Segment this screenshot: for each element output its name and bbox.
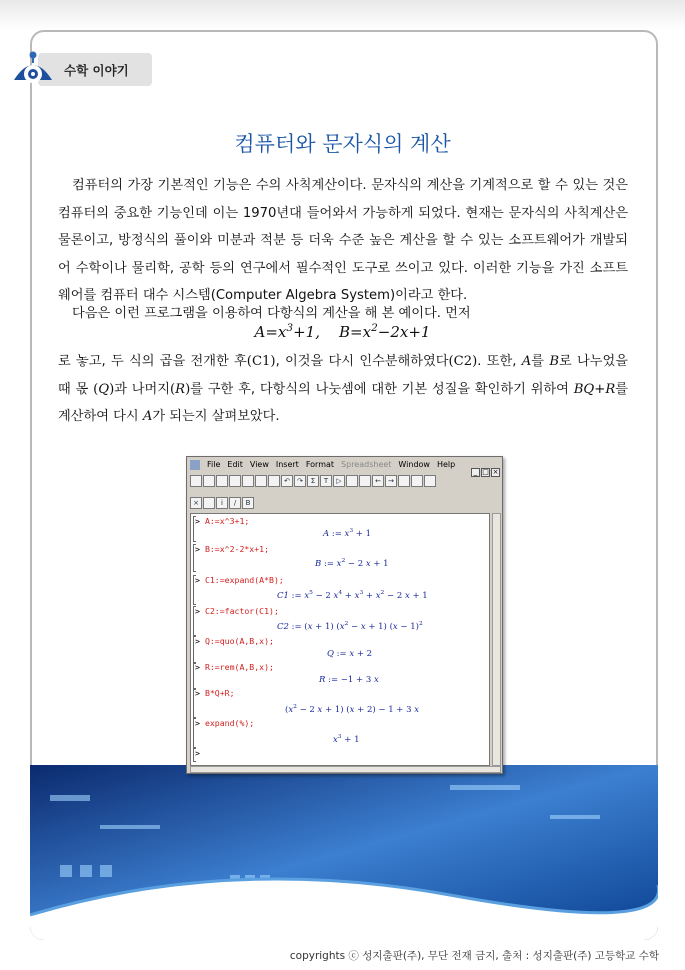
command-line[interactable]: > B*Q+R; — [195, 688, 235, 698]
paragraph-description: 로 놓고, 두 식의 곱을 전개한 후(C1), 이것을 다시 인수분해하였다(C2). 또한, A를 B로 나누었을 때 몫 (Q)과 나머지(R)를 구한 후, 다항식의 나눗셈에 대한 기본 성질을 확인하기 위하여 BQ+R를 계산하여 다시 A가 되는지 살펴보았다. — [58, 354, 628, 424]
command-line[interactable]: > A:=x^3+1; — [195, 516, 250, 526]
menu-spreadsheet[interactable]: Spreadsheet — [341, 460, 392, 469]
menu-view[interactable]: View — [249, 460, 269, 469]
undo-icon[interactable]: ↶ — [281, 475, 293, 487]
circuit-board-image — [30, 765, 658, 940]
menu-bar — [187, 457, 502, 473]
output-R: R := −1 + 3 x — [319, 675, 379, 685]
copy-icon[interactable] — [255, 475, 267, 487]
output-BQR: ($x^2 - 2$ x + 1) (x + 2) − 1 + 3 x — [285, 703, 420, 715]
cut-icon[interactable] — [242, 475, 254, 487]
group-icon[interactable] — [346, 475, 358, 487]
command-line[interactable]: > B:=x^2-2*x+1; — [195, 544, 270, 554]
output-expand: $x^3 + 1$ — [333, 733, 360, 745]
output-B: B := $x^2 - 2$ x + 1 — [315, 557, 389, 569]
menu-format[interactable]: Format — [305, 460, 335, 469]
mascot-icon — [12, 46, 54, 88]
command-line[interactable]: > R:=rem(A,B,x); — [195, 662, 274, 672]
paragraph-example: 다음은 이런 프로그램을 이용하여 다항식의 계산을 해 본 예이다. 먼저 — [72, 306, 471, 321]
menu-insert[interactable]: Insert — [275, 460, 299, 469]
worksheet[interactable] — [190, 513, 490, 766]
menu-edit[interactable]: Edit — [227, 460, 243, 469]
command-line[interactable]: > C2:=factor(C1); — [195, 606, 279, 616]
command-line[interactable]: > — [195, 748, 200, 758]
toolbar-context — [190, 497, 255, 511]
vertical-scrollbar[interactable] — [492, 513, 501, 766]
format-icon[interactable]: / — [229, 497, 241, 509]
minimize-button[interactable]: _ — [471, 468, 480, 477]
horizontal-scrollbar[interactable] — [190, 766, 501, 773]
output-A: A := $x^3 + 1$ — [323, 527, 372, 539]
settings-icon[interactable] — [203, 497, 215, 509]
top-gradient — [0, 0, 685, 30]
stop-icon[interactable] — [398, 475, 410, 487]
italic-icon[interactable]: i — [216, 497, 228, 509]
page-title: 컴퓨터와 문자식의 계산 — [234, 132, 451, 156]
paragraph-intro: 컴퓨터의 가장 기본적인 기능은 수의 사칙계산이다. 문자식의 계산을 기계적으로 할 수 있는 것은 컴퓨터의 중요한 기능인데 이는 1970년대 들어와서 가능하게 되었다. 현재는 문자식의 사칙계산은 물론이고, 방정식의 풀이와 미분과 적분 등 더욱 수준 높은 계산을 할 수 있는 소프트웨어가 개발되어 수학이나 물리학, 공학 등의 연구에서 필수적인 도구로 쓰이고 있다. 이러한 기능을 가진 소프트웨어를 컴퓨터 대수 시스템(Computer Algebra System)이라고 한다. — [58, 178, 628, 303]
text-icon[interactable]: T — [320, 475, 332, 487]
formula-AB: $A=x^3+1$, $B=x^2-2x+1$ — [254, 322, 431, 341]
section-label: 수학 이야기 — [64, 63, 129, 78]
maximize-button[interactable]: □ — [482, 468, 489, 476]
command-line[interactable]: > expand(%); — [195, 718, 255, 728]
print-icon[interactable] — [229, 475, 241, 487]
copyright-footer: copyrights ⓒ 성지출판(주), 무단 전재 금지, 출처 : 성지출판(주) 고등학교 수학 — [289, 950, 659, 962]
zoom-out-icon[interactable] — [424, 475, 436, 487]
app-icon — [190, 460, 200, 470]
execute-icon[interactable]: × — [190, 497, 202, 509]
output-C2: C2 := (x + 1) $(x^2 - x + 1) (x - 1)^2$ — [277, 620, 423, 632]
command-line[interactable]: > C1:=expand(A*B); — [195, 575, 284, 585]
menu-file[interactable]: File — [207, 460, 221, 469]
back-icon[interactable]: ← — [372, 475, 384, 487]
sigma-icon[interactable]: Σ — [307, 475, 319, 487]
maple-window — [186, 456, 503, 774]
new-icon[interactable] — [190, 475, 202, 487]
menu-help[interactable]: Help — [436, 460, 456, 469]
redo-icon[interactable]: ↷ — [294, 475, 306, 487]
close-button[interactable]: × — [492, 468, 499, 476]
output-C1: C1 := $x^5 - 2$ $x^4 + x^3 + x^2 - 2$ x + 1 — [277, 589, 428, 601]
zoom-icon[interactable] — [411, 475, 423, 487]
save-icon[interactable] — [216, 475, 228, 487]
paste-icon[interactable] — [268, 475, 280, 487]
ungroup-icon[interactable] — [359, 475, 371, 487]
forward-icon[interactable]: → — [385, 475, 397, 487]
window-controls — [470, 459, 500, 478]
bold-icon[interactable]: B — [242, 497, 254, 509]
command-line[interactable]: > Q:=quo(A,B,x); — [195, 636, 274, 646]
toolbar-main — [190, 475, 437, 489]
prompt-icon[interactable]: ▷ — [333, 475, 345, 487]
menu-window[interactable]: Window — [398, 460, 430, 469]
open-icon[interactable] — [203, 475, 215, 487]
output-Q: Q := x + 2 — [327, 649, 373, 659]
